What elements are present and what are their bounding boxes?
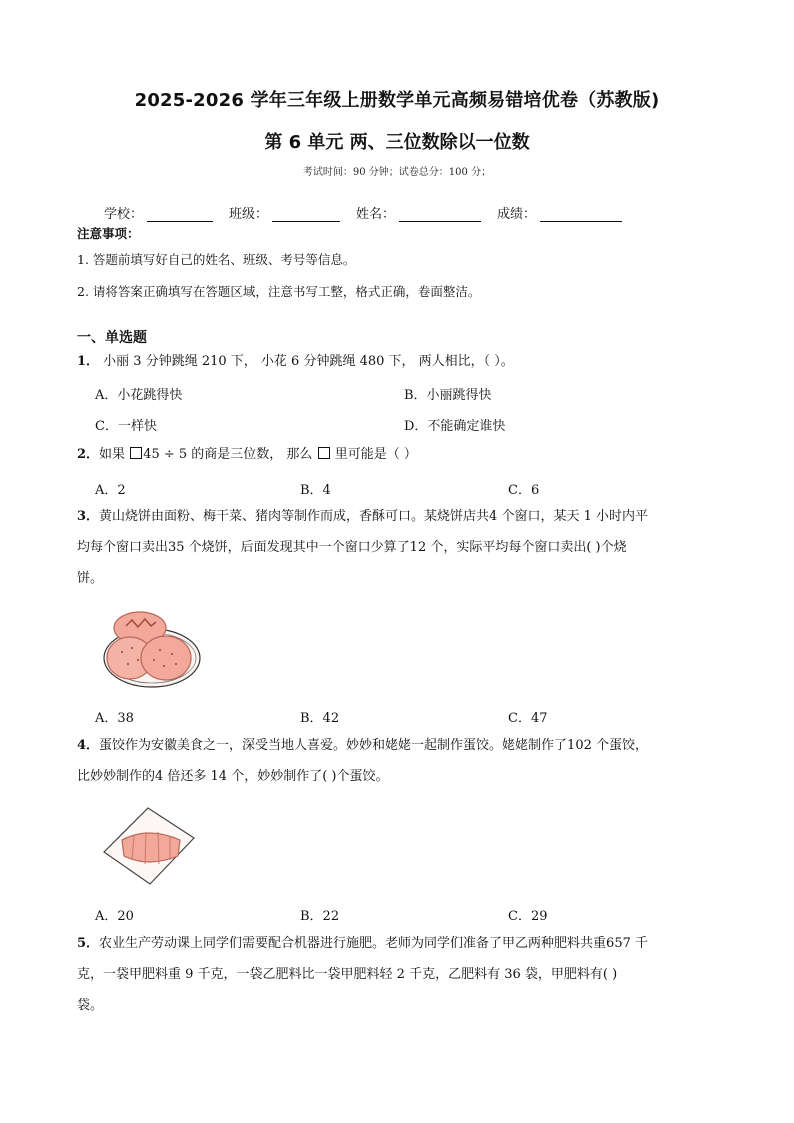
question-text: 黄山烧饼由面粉、梅干菜、猪肉等制作而成，香酥可口。某烧饼店共4 个窗口，某天 1 小时内平 — [99, 509, 648, 524]
option-a[interactable]: A．38 — [95, 711, 134, 726]
danjiao-image — [102, 806, 196, 890]
notes-title: 注意事项： — [77, 226, 140, 241]
option-c[interactable]: C．47 — [508, 711, 548, 726]
school-label: 学校： — [104, 207, 144, 222]
note-item: 2. 请将答案正确填写在答题区域，注意书写工整，格式正确，卷面整洁。 — [77, 284, 481, 299]
question-text: 里可能是（ ） — [330, 447, 417, 462]
question-number: 1． — [77, 354, 100, 369]
option-b[interactable]: B．42 — [300, 711, 340, 726]
option-a[interactable]: A．2 — [95, 483, 126, 498]
option-b[interactable]: B．22 — [300, 909, 340, 924]
question-number: 5． — [77, 936, 100, 951]
class-label: 班级： — [229, 207, 269, 222]
question-text: 如果 — [99, 447, 130, 462]
option-a[interactable]: A．小花跳得快 — [95, 388, 183, 403]
question-5 — [77, 928, 737, 1021]
student-info-row — [104, 203, 638, 222]
question-text: 克，一袋甲肥料重 9 千克，一袋乙肥料比一袋甲肥料轻 2 千克，乙肥料有 36 袋，甲肥料有( ) — [77, 967, 618, 982]
question-2 — [77, 439, 727, 470]
question-text: 农业生产劳动课上同学们需要配合机器进行施肥。老师为同学们准备了甲乙两种肥料共重657 千 — [99, 936, 648, 951]
name-field[interactable] — [399, 207, 481, 222]
question-number: 2． — [77, 447, 100, 462]
name-label: 姓名： — [356, 207, 396, 222]
question-text: 45 ÷ 5 的商是三位数， 那么 — [143, 447, 317, 462]
score-field[interactable] — [540, 207, 622, 222]
question-text: 均每个窗口卖出35 个烧饼，后面发现其中一个窗口少算了12 个，实际平均每个窗口卖出( )个烧 — [77, 540, 627, 555]
blank-box-icon — [130, 447, 142, 459]
question-text: 饼。 — [77, 571, 104, 586]
section-title: 一、单选题 — [77, 330, 147, 346]
option-b[interactable]: B．4 — [300, 483, 331, 498]
question-text: 比妙妙制作的4 倍还多 14 个，妙妙制作了( )个蛋饺。 — [77, 769, 389, 784]
shaobing-image — [102, 600, 204, 694]
option-c[interactable]: C．6 — [508, 483, 540, 498]
question-1 — [77, 346, 727, 377]
score-label: 成绩： — [497, 207, 537, 222]
question-3 — [77, 501, 737, 594]
exam-meta: 考试时间：90 分钟；试卷总分：100 分； — [302, 167, 492, 178]
option-c[interactable]: C．29 — [508, 909, 548, 924]
option-a[interactable]: A．20 — [95, 909, 134, 924]
option-b[interactable]: B．小丽跳得快 — [404, 388, 492, 403]
class-field[interactable] — [272, 207, 340, 222]
question-number: 3． — [77, 509, 100, 524]
question-text: 小丽 3 分钟跳绳 210 下， 小花 6 分钟跳绳 480 下， 两人相比，（ ）。 — [99, 354, 514, 369]
unit-title: 第 6 单元 两、三位数除以一位数 — [264, 132, 530, 153]
question-4 — [77, 730, 737, 792]
option-c[interactable]: C．一样快 — [95, 419, 157, 434]
exam-title: 2025-2026 学年三年级上册数学单元高频易错培优卷（苏教版) — [134, 90, 660, 111]
note-item: 1. 答题前填写好自己的姓名、班级、考号等信息。 — [77, 252, 356, 267]
question-number: 4． — [77, 738, 100, 753]
blank-box-icon — [318, 447, 330, 459]
option-d[interactable]: D．不能确定谁快 — [404, 419, 506, 434]
school-field[interactable] — [147, 207, 213, 222]
question-text: 袋。 — [77, 998, 104, 1013]
question-text: 蛋饺作为安徽美食之一，深受当地人喜爱。妙妙和姥姥一起制作蛋饺。姥姥制作了102 个蛋饺， — [99, 738, 648, 753]
